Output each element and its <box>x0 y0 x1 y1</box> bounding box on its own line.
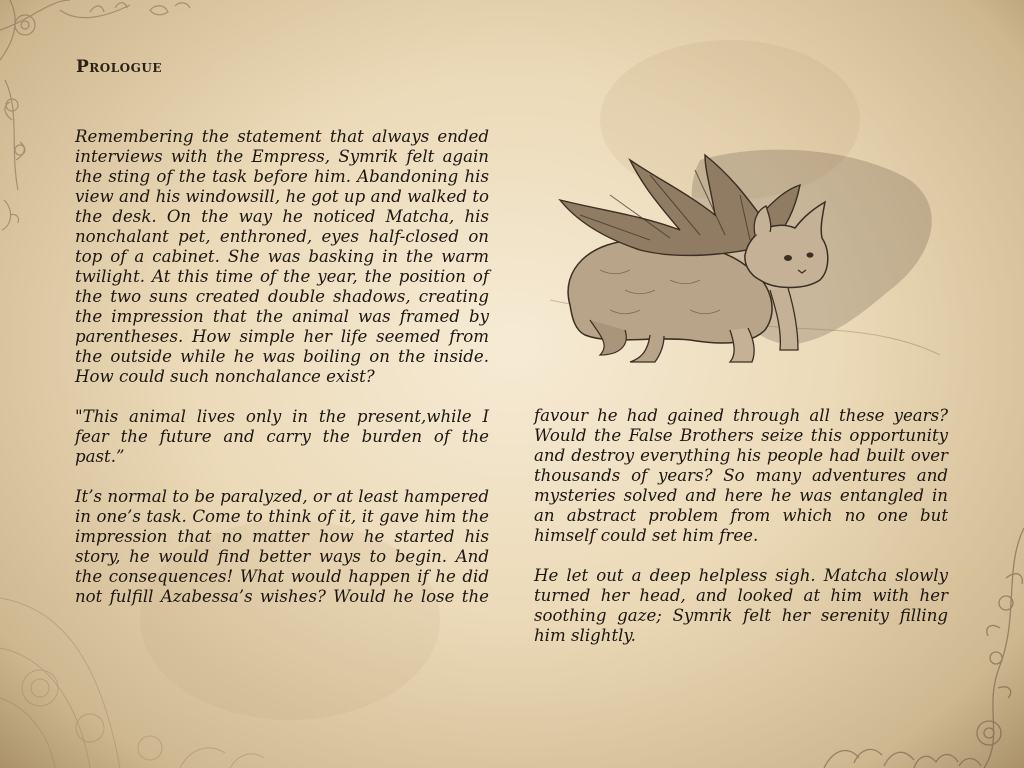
paragraph: Remembering the statement that always ended interviews with the Empress, Symrik felt again the sting of the task before him. Abandoning his view and his windowsill, he got up and walked to the desk. On the way he noticed Matcha, his nonchalant pet, enthroned, eyes half-closed on top of a cabinet. She was basking in the warm twilight. At this time of the year, the position of the two suns created double shadows, creating the impression that the animal was framed by parentheses. How simple her life seemed from the outside while he was boiling on the inside. How could such nonchalance exist? <box>75 127 489 386</box>
chapter-heading: Prologue <box>76 57 162 77</box>
paragraph: "This animal lives only in the present,while I fear the future and carry the burden of the past.” <box>75 407 489 466</box>
text-column-left <box>75 127 489 627</box>
paragraph: favour he had gained through all these years? Would the False Brothers seize this opportunity and destroy everything his people had built over thousands of years? So many adventures and mysteries solved and here he was entangled in an abstract problem from which no one but himself could set him free. <box>534 406 948 545</box>
winged-cat-illustration <box>530 140 970 390</box>
text-column-right <box>534 406 948 666</box>
paragraph: He let out a deep helpless sigh. Matcha slowly turned her head, and looked at him with her soothing gaze; Symrik felt her serenity filling him slightly. <box>534 566 948 645</box>
paragraph: It’s normal to be paralyzed, or at least hampered in one’s task. Come to think of it, it gave him the impression that no matter how he started his story, he would find better ways to begin. And the consequences! What would happen if he did not fulfill Azabessa’s wishes? Would he lose the <box>75 487 489 606</box>
